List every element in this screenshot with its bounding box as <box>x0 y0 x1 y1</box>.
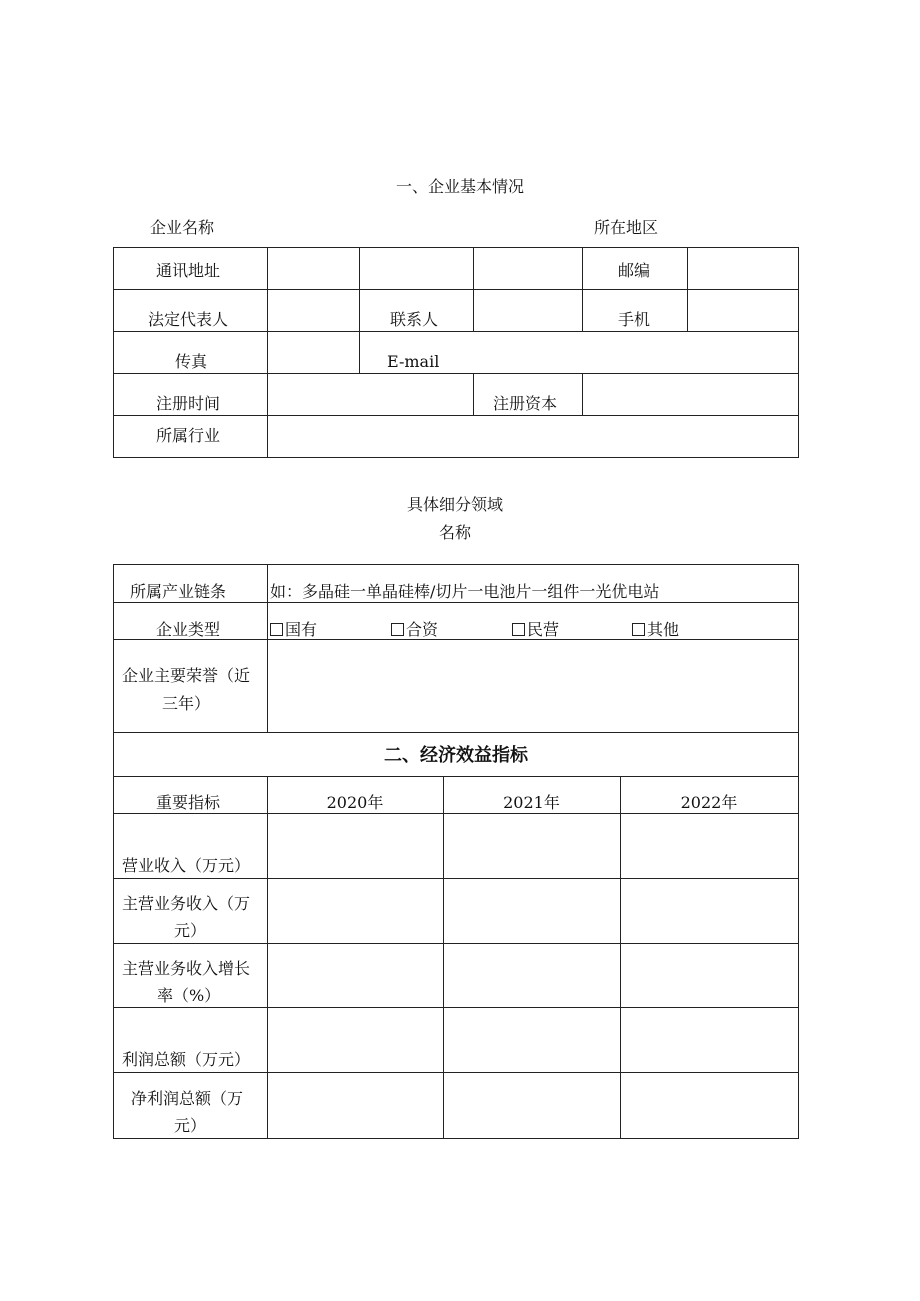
company-type-label: 企业类型 <box>156 620 221 639</box>
indicator-header: 重要指标 <box>156 793 221 812</box>
type-option-other[interactable]: 其他 <box>632 620 679 640</box>
row-label: 净利润总额（万 <box>131 1089 244 1108</box>
year-2021-header: 2021年 <box>503 793 560 812</box>
chain-example: 如：多晶硅一单晶硅棒/切片一电池片一组件一光优电站 <box>270 582 660 601</box>
row-label-cont: 元） <box>174 921 207 940</box>
company-name-label: 企业名称 <box>150 218 215 237</box>
honor-label-line2: 三年） <box>162 694 211 713</box>
reg-time-label: 注册时间 <box>156 394 221 413</box>
type-option-state[interactable]: 国有 <box>270 620 317 640</box>
reg-capital-label: 注册资本 <box>493 394 558 413</box>
subfield-line2: 名称 <box>438 523 471 542</box>
chain-label: 所属产业链条 <box>130 582 227 601</box>
honor-label-line1: 企业主要荣誉（近 <box>122 666 251 685</box>
email-label: E-mail <box>387 352 440 371</box>
subfield-line1: 具体细分领域 <box>406 495 503 514</box>
contact-label: 联系人 <box>390 310 439 329</box>
checkbox-icon <box>512 623 525 636</box>
section2-title: 二、经济效益指标 <box>384 745 528 766</box>
postcode-label: 邮编 <box>618 261 651 280</box>
mobile-label: 手机 <box>618 310 651 329</box>
year-2020-header: 2020年 <box>326 793 384 812</box>
region-label: 所在地区 <box>594 218 659 237</box>
section1-title: 一、企业基本情况 <box>395 177 524 196</box>
row-label-cont: 元） <box>174 1116 207 1135</box>
checkbox-icon <box>270 623 283 636</box>
year-2022-header: 2022年 <box>680 793 738 812</box>
row-label-cont: 率（%） <box>157 986 221 1005</box>
row-label: 利润总额（万元） <box>122 1050 251 1069</box>
row-label: 主营业务收入增长 <box>122 959 251 978</box>
industry-label: 所属行业 <box>156 426 221 445</box>
row-label: 营业收入（万元） <box>122 856 251 875</box>
legal-rep-label: 法定代表人 <box>148 310 229 329</box>
type-option-jv[interactable]: 合资 <box>391 620 438 640</box>
type-option-private[interactable]: 民营 <box>512 620 559 640</box>
checkbox-icon <box>632 623 645 636</box>
fax-label: 传真 <box>175 352 208 371</box>
row-label: 主营业务收入（万 <box>122 894 251 913</box>
address-label: 通讯地址 <box>156 261 221 280</box>
checkbox-icon <box>391 623 404 636</box>
